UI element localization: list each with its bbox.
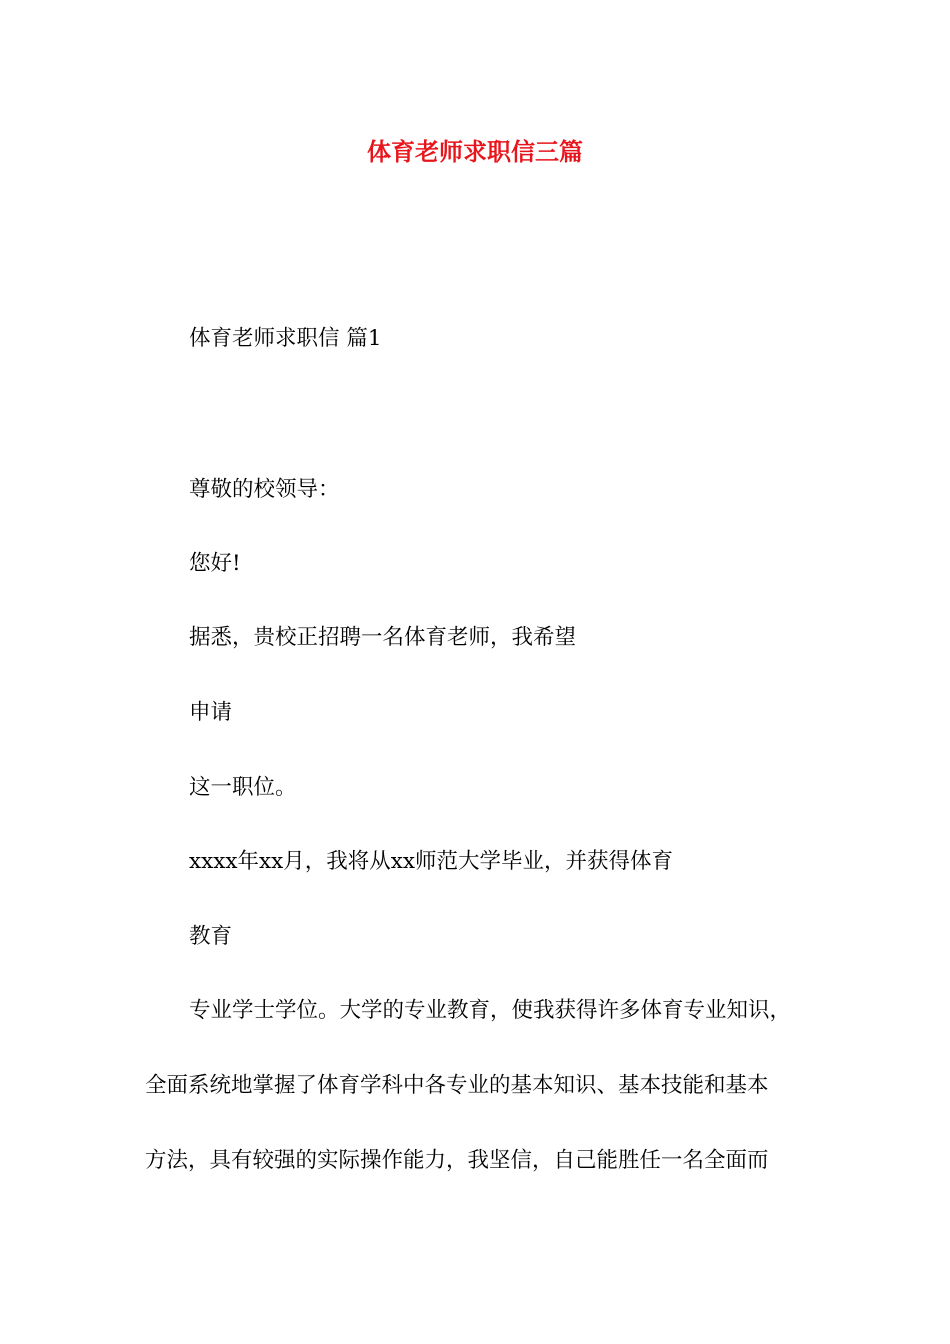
section-heading: 体育老师求职信 篇1 bbox=[189, 326, 382, 351]
salutation-line: 尊敬的校领导： bbox=[189, 477, 340, 502]
body-line: 方法，具有较强的实际操作能力，我坚信，自己能胜任一名全面而 bbox=[145, 1148, 769, 1173]
body-line: 这一职位。 bbox=[189, 775, 297, 800]
body-line: 全面系统地掌握了体育学科中各专业的基本知识、基本技能和基本 bbox=[145, 1073, 769, 1098]
body-line: 专业学士学位。大学的专业教育，使我获得许多体育专业知识， bbox=[189, 998, 792, 1023]
document-title: 体育老师求职信三篇 bbox=[367, 137, 583, 166]
body-line: 申请 bbox=[189, 700, 233, 725]
body-line: 据悉，贵校正招聘一名体育老师，我希望 bbox=[189, 625, 577, 650]
body-line: 教育 bbox=[189, 924, 233, 949]
greeting-line: 您好! bbox=[189, 551, 241, 576]
body-line: xxxx年xx月，我将从xx师范大学毕业，并获得体育 bbox=[189, 849, 674, 874]
